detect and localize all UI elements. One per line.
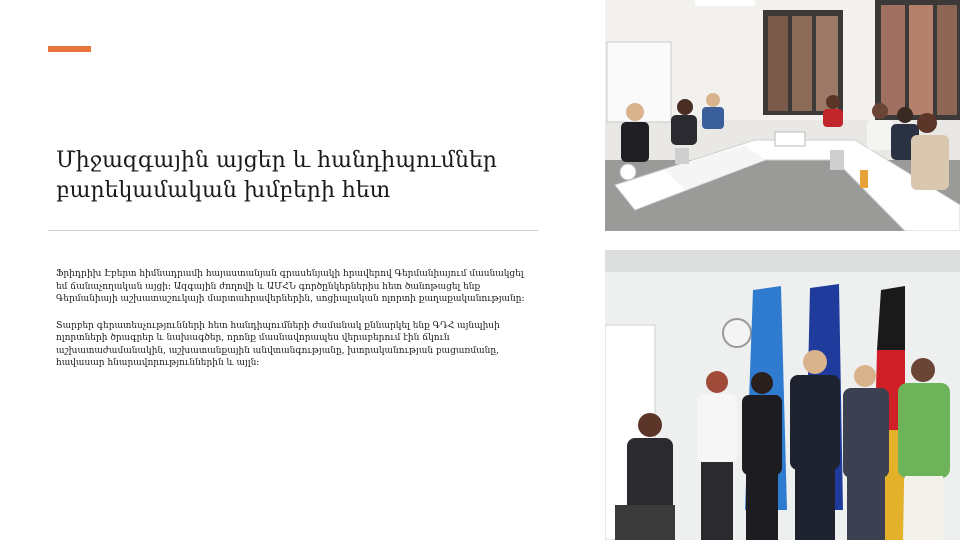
title-divider: [48, 230, 538, 231]
title-line: Միջազգային այցեր և հանդիպումներ: [56, 148, 497, 173]
paragraph-1: Ֆրիդրիխ Էբերտ հիմնադրամի հայաստանյան գրասենյակի հրավերով Գերմանիայում մասնակցել եմ ճանաչողական այցի։ Ազգային ժողովի և ԱՄՀՆ գործընկերներիս հետ ծանոթացել ենք Գերմանիայի աշխատաշուկայի մարտահրավերներին, սոցիալական ոլորտի քաղաքականությանը։: [56, 269, 525, 304]
meeting-room-photo: [605, 0, 960, 231]
accent-bar: [48, 46, 91, 52]
slide-body: [56, 268, 536, 384]
title-line: բարեկամական խմբերի հետ: [56, 178, 391, 203]
paragraph-2: Տարբեր գերատեսչությունների հետ հանդիպումների ժամանակ քննարկել ենք ԳԴՀ այնպիսի ոլորտների ծրագրեր և նախագծեր, որոնք մասնավորապես վերաբերում էին ճկուն աշխատաժամանակին, աշխատանքային անվտանգությանը, խտրականության բացառմանը, հավասար հնարավորություններին և այլն։: [56, 320, 500, 368]
slide-title: [56, 146, 526, 206]
group-photo-with-flags: [605, 250, 960, 540]
